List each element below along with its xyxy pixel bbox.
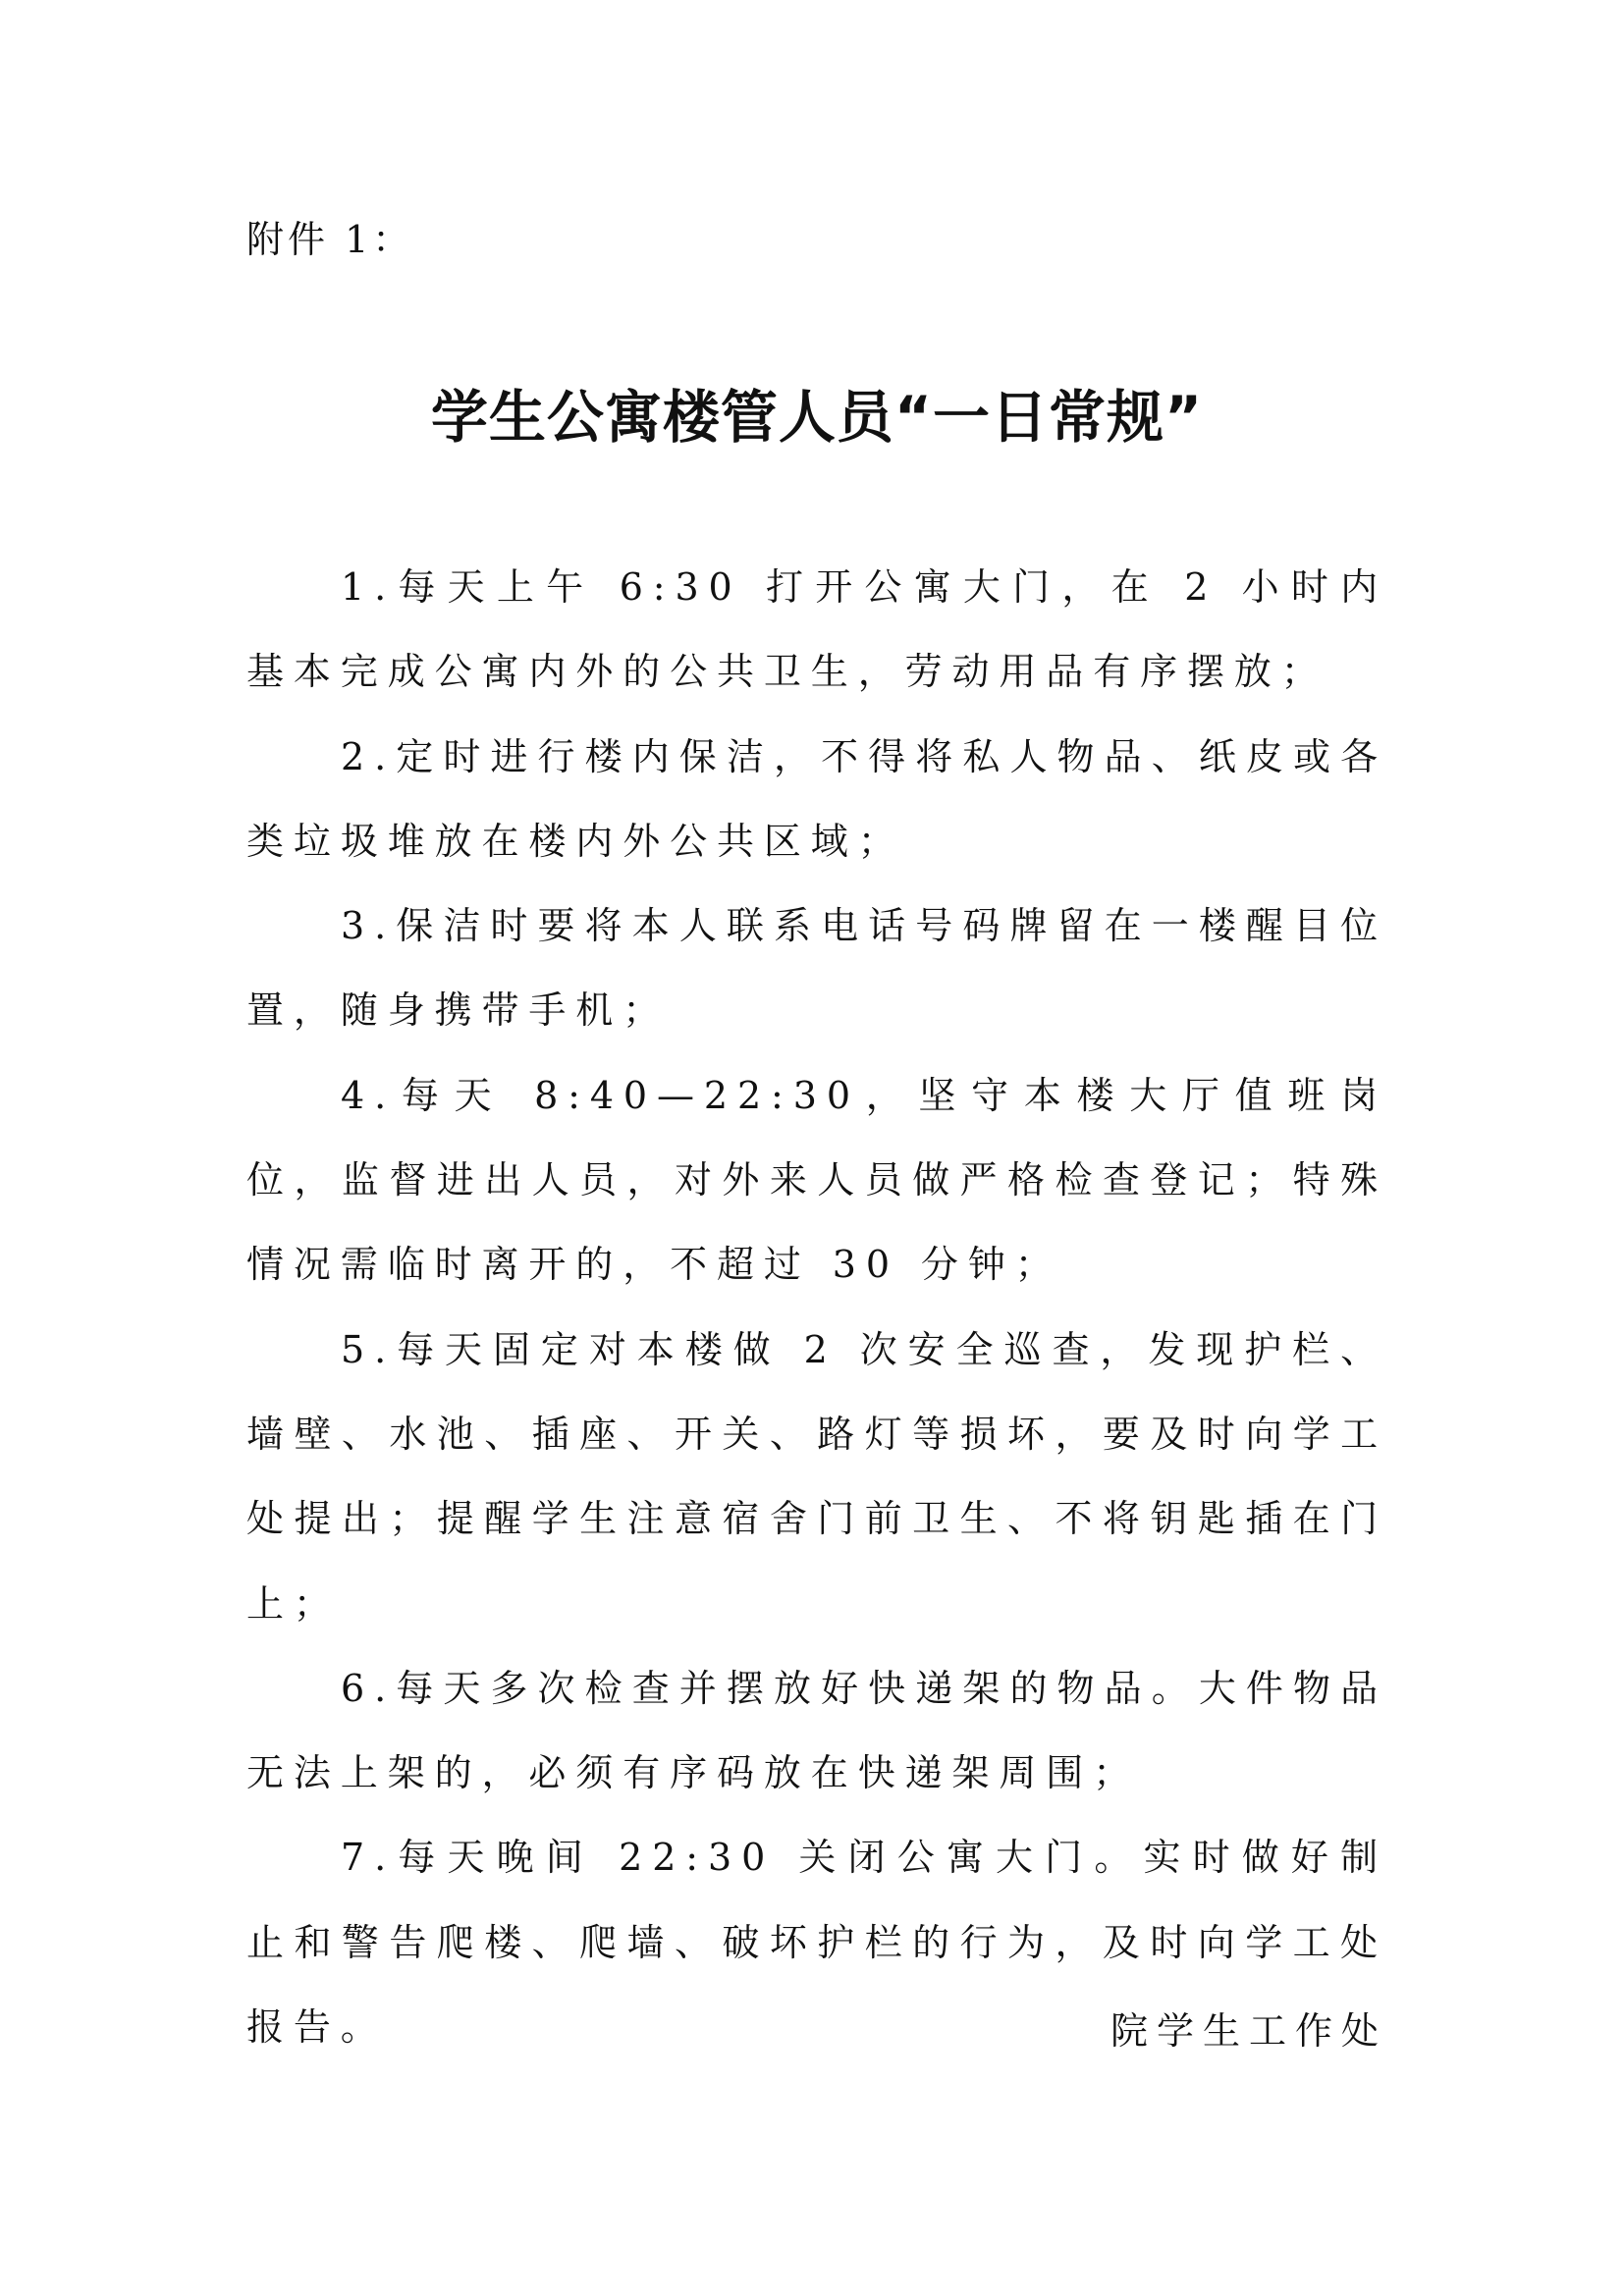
rules-list [246, 545, 1387, 2069]
issuer-signature: 院学生工作处 [1110, 2009, 1387, 2053]
rule-item-5: 5.每天固定对本楼做 2 次安全巡查，发现护栏、墙壁、水池、插座、开关、路灯等损坏，要及时向学工处提出；提醒学生注意宿舍门前卫生、不将钥匙插在门上； [246, 1327, 1387, 1626]
rule-item-6: 6.每天多次检查并摆放好快递架的物品。大件物品无法上架的，必须有序码放在快递架周围； [246, 1666, 1387, 1795]
attachment-label: 附件 1： [246, 218, 414, 261]
rule-item-4: 4.每天 8:40—22:30，坚守本楼大厅值班岗位，监督进出人员，对外来人员做严格检查登记；特殊情况需临时离开的，不超过 30 分钟； [246, 1073, 1387, 1287]
rule-item-7: 7.每天晚间 22:30 关闭公寓大门。实时做好制止和警告爬楼、爬墙、破坏护栏的行为，及时向学工处报告。 [246, 1836, 1387, 2050]
document-title: 学生公寓楼管人员“一日常规” [430, 384, 1204, 451]
rule-item-3: 3.保洁时要将本人联系电话号码牌留在一楼醒目位置，随身携带手机； [246, 904, 1387, 1033]
rule-item-1: 1.每天上午 6:30 打开公寓大门，在 2 小时内基本完成公寓内外的公共卫生，劳动用品有序摆放； [246, 565, 1387, 694]
rule-item-2: 2.定时进行楼内保洁，不得将私人物品、纸皮或各类垃圾堆放在楼内外公共区域； [246, 734, 1387, 863]
